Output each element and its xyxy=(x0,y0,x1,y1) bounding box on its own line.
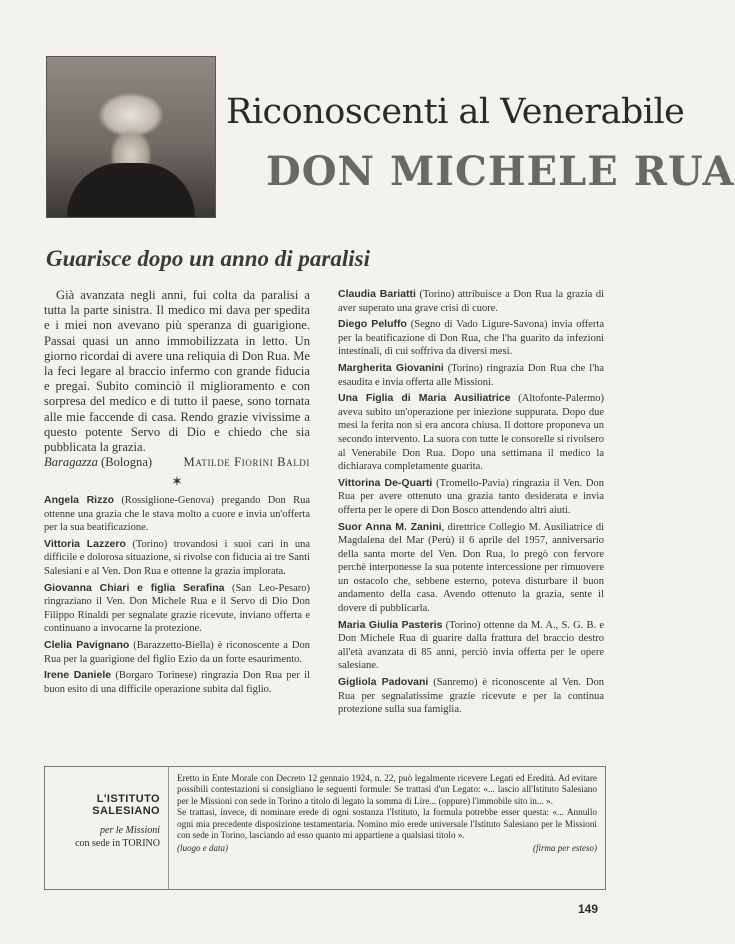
grace-entry xyxy=(338,362,604,389)
grace-entry xyxy=(338,676,604,717)
entry-text: (Segno di Vado Ligure-Savona) invia offerta per la beatificazione di Don Rua, che l'ha guarito da infezioni intestinali, di cui soffriva da diversi mesi. xyxy=(338,319,605,358)
legal-box-title: L'ISTITUTO SALESIANO xyxy=(92,793,160,817)
signature-name: Matilde Fiorini Baldi xyxy=(183,455,310,470)
entry-name: Suor Anna M. Zanini xyxy=(338,520,442,533)
article-subhead: Guarisce dopo un anno di paralisi xyxy=(46,246,370,271)
entry-text: (Altofonte-Palermo) aveva subito un'operazione per iniezione suppurata. Dopo due mesi la ferita non si era ancora chiusa. Il dottore proponeva un secondo intervento. La suora con tutte le consorelle si rivolsero al Venerabile Don Rua. Dopo una settimana il medico la dichiarava completamente guarita. xyxy=(338,393,604,473)
grace-entry xyxy=(338,288,604,315)
signature-line xyxy=(44,455,310,470)
entry-text: (Torino) ottenne da M. A., S. G. B. e Don Michele Rua di guarire dalla frattura del braccio destro all'età avanzata di 85 anni, perciò invia offerta per le opere salesiane. xyxy=(338,619,604,672)
entry-text: (Torino) attribuisce a Don Rua la grazia di aver superato una grave crisi di cuore. xyxy=(338,289,604,314)
entry-name: Maria Giulia Pasteris xyxy=(338,618,443,631)
left-entries xyxy=(44,494,310,696)
grace-entry xyxy=(44,538,310,579)
entry-text: (Tromello-Pavia) ringrazia il Ven. Don Rua per avere ottenuto una grazia tanto desiderata e invia offerta per le opere di Don Bosco attendendo altri aiuti. xyxy=(338,477,604,516)
entry-text: , direttrice Collegio M. Ausiliatrice di Magdalena del Mar (Perù) il 6 aprile del 1957, anniversario della santa morte del Ven. Don Rua, lo pregò con fervore perchè interponesse la sua potente intercessione per rimuovere un ostacolo che, sebbene esterno, poteva disturbare il buon andamento della casa. Avendo ottenuto la grazia, sente il dovere di pubblicarla. xyxy=(338,521,605,615)
entry-text: (San Leo-Pesaro) ringraziano il Ven. Don Michele Rua e il Servo di Dio Don Filippo Rinaldi per segnalate grazie ricevute, inviano offerta e continuano a invocarne la protezione. xyxy=(44,582,310,635)
place-date-label: (luogo e data) xyxy=(177,843,228,854)
title-line-2: DON MICHELE RUA xyxy=(266,148,735,195)
main-testimony: Già avanzata negli anni, fui colta da paralisi a tutta la parte sinistra. Il medico mi dava per spedita e i miei non avevano più speranza di guarigione. Passai quasi un anno immobilizzata in letto. Un giorno ricordai di avere una reliquia di Don Rua. Me la feci legare al braccio infermo con grande fiducia e pregai. Subito cominciò il miglioramento e con sorpresa del medico e di tutto il paese, sono tornata alle mie faccende di casa. Rendo grazie vivissime a questo potente Servo di Dio e chiedo che sia pubblicata la grazia. xyxy=(44,288,310,455)
entry-name: Clelia Pavignano xyxy=(44,638,130,651)
grace-entry xyxy=(44,582,310,636)
grace-entry xyxy=(44,639,310,666)
portrait-photo xyxy=(46,56,216,218)
legal-box-text xyxy=(177,773,597,855)
right-entries xyxy=(338,288,604,717)
grace-entry xyxy=(44,669,310,696)
legal-paragraph-2: Se trattasi, invece, di nominare erede di ogni sostanza l'Istituto, la formula potrebbe esser questa: «... Annullo ogni mia precedente disposizione testamentaria. Nomino mio erede universale l'Istituto Salesiano per le Missioni con sede in Torino, lasciando ad esso quanto mi appartiene a qualsiasi titolo ». xyxy=(177,807,597,841)
entry-name: Diego Peluffo xyxy=(338,318,407,331)
legal-paragraph-1: Eretto in Ente Morale con Decreto 12 gennaio 1924, n. 22, può legalmente ricevere Legati ed Eredità. Ad evitare possibili contestazioni si consigliano le seguenti formule: Se trattasi d'un Legato: «... lascio all'Istituto Salesiano per le Missioni con sede in Torino a titolo di legato la somma di Lire... (oppure) l'immobile sito in... ». xyxy=(177,773,597,806)
entry-name: Vittorina De-Quarti xyxy=(338,476,433,489)
legal-box-city: con sede in TORINO xyxy=(75,838,160,849)
entry-text: (Torino) ringrazia Don Rua che l'ha esaudita e invia offerta alle Missioni. xyxy=(338,362,605,388)
entry-name: Irene Daniele xyxy=(44,669,112,682)
entry-name: Claudia Bariatti xyxy=(338,288,416,300)
entry-text: (Sanremo) è riconoscente al Ven. Don Rua per segnalatissime grazie ricevute e per la continua protezione sulla sua famiglia. xyxy=(338,677,604,716)
legal-box-footer xyxy=(177,843,597,854)
grace-entry xyxy=(338,392,604,474)
entry-name: Angela Rizzo xyxy=(44,494,115,507)
entry-text: (Torino) trovandosi i suoi cari in una difficile e dolorosa situazione, si rivolse con fiducia ai tre Santi Salesiani e al Ven. Don Rua e ottenne la grazia implorata. xyxy=(44,538,310,577)
entry-name: Giovanna Chiari e figlia Serafina xyxy=(44,581,225,594)
entry-text: (Rossiglione-Genova) pregando Don Rua ottenne una grazia che le stava molto a cuore e invia un'offerta per la sua beatificazione. xyxy=(44,495,310,534)
separator-star: ✶ xyxy=(171,475,183,491)
grace-entry xyxy=(338,318,604,359)
left-column xyxy=(44,288,310,699)
signature-label: (firma per esteso) xyxy=(533,843,597,854)
grace-entry xyxy=(338,619,604,673)
page-number: 149 xyxy=(578,902,599,916)
entry-name: Margherita Giovanini xyxy=(338,361,444,374)
legal-box-subtitle: per le Missioni xyxy=(100,825,160,836)
signature-place: Baragazza xyxy=(44,455,98,470)
entry-name: Gigliola Padovani xyxy=(338,676,429,689)
entry-text: (Borgaro Torinese) ringrazia Don Rua per il buon esito di una difficile operazione subita dal figlio. xyxy=(44,670,310,695)
right-column xyxy=(338,288,604,720)
legal-box-label xyxy=(45,767,169,889)
legal-notice-box xyxy=(44,766,606,890)
title-line-1: Riconoscenti al Venerabile xyxy=(226,92,685,132)
grace-entry xyxy=(338,477,604,518)
grace-entry xyxy=(44,494,310,535)
entry-name: Una Figlia di Maria Ausiliatrice xyxy=(338,392,511,405)
entry-text: (Barazzetto-Biella) è riconoscente a Don Rua per la guarigione del figlio Ezio da un forte esaurimento. xyxy=(44,639,311,665)
cassock xyxy=(67,163,195,217)
signature-province: (Bologna) xyxy=(97,455,153,470)
entry-name: Vittoria Lazzero xyxy=(44,537,126,550)
grace-entry xyxy=(338,521,604,616)
